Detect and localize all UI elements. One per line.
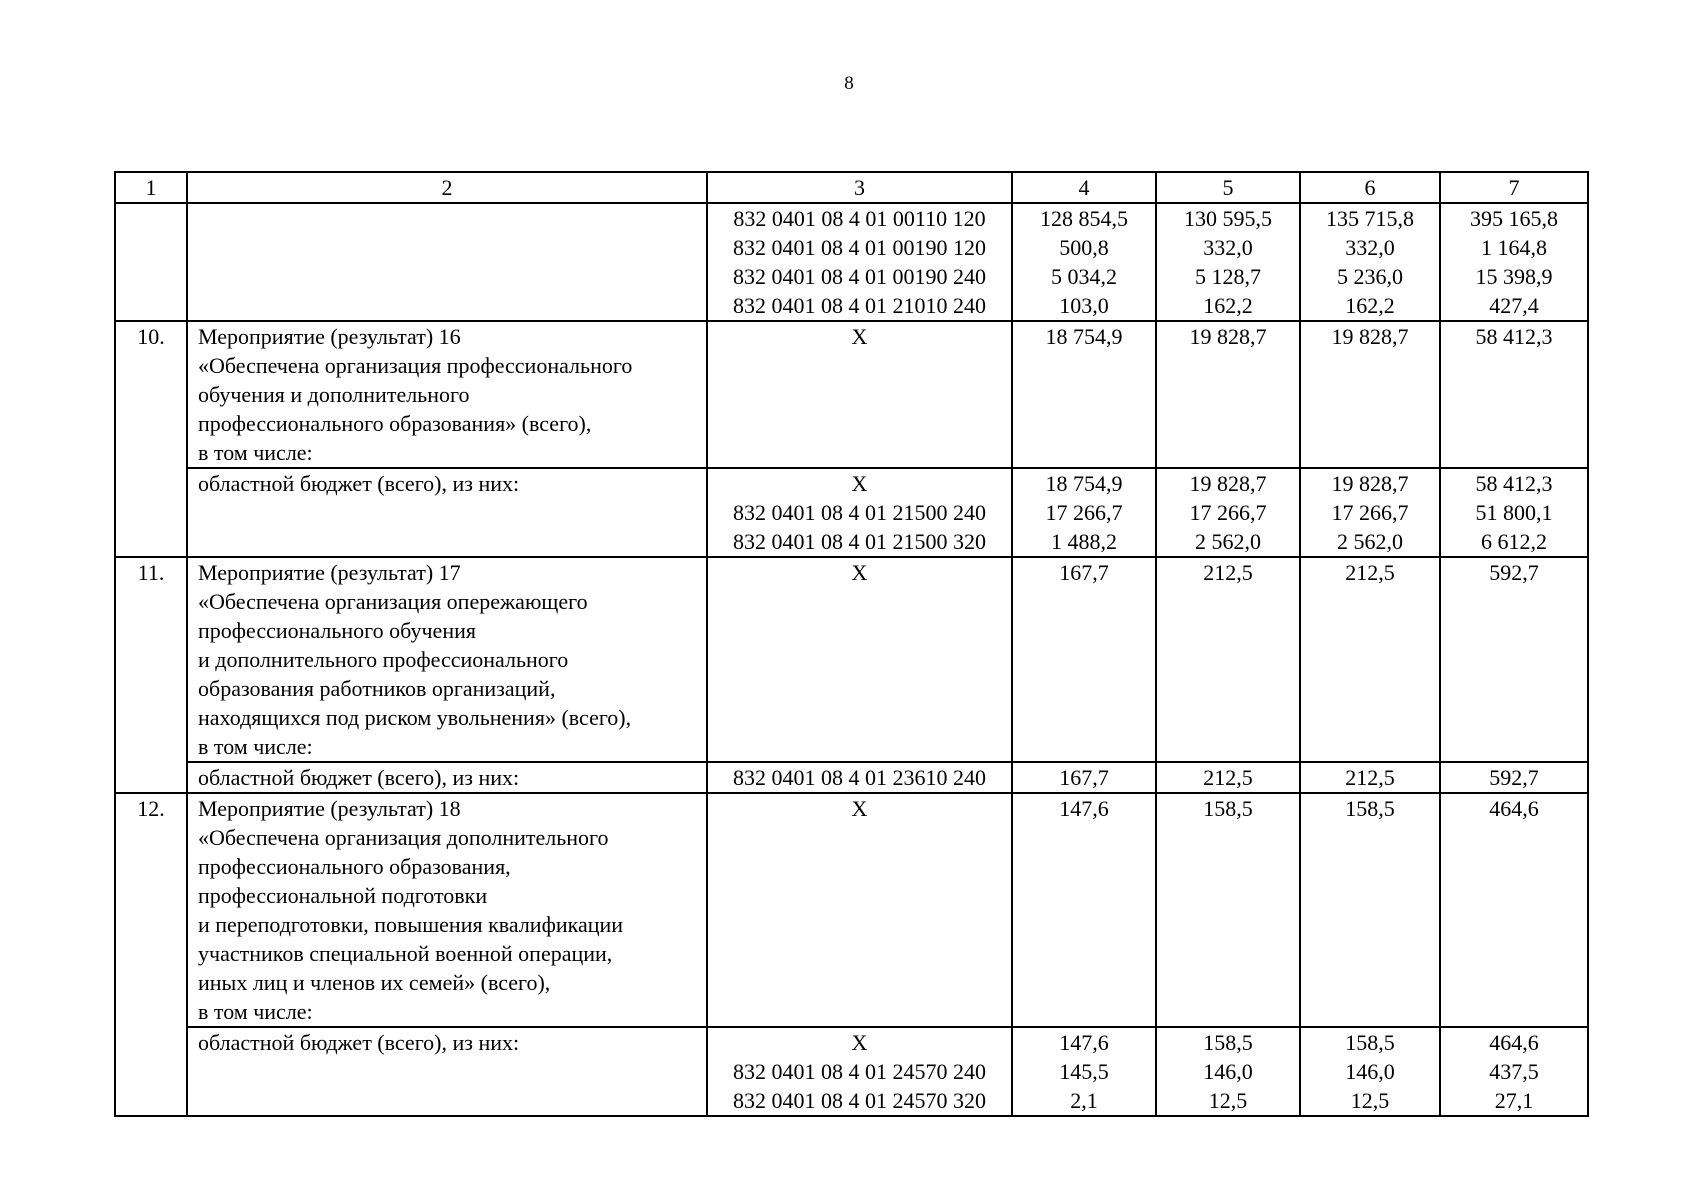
value-cell-col7 bbox=[1440, 1027, 1588, 1116]
budget-code: 832 0401 08 4 01 24570 320 bbox=[733, 1088, 986, 1113]
budget-code: Х bbox=[851, 471, 868, 496]
amount: 51 800,1 bbox=[1475, 500, 1553, 525]
description-line: иных лиц и членов их семей» (всего), bbox=[198, 970, 551, 995]
amount: 437,5 bbox=[1489, 1059, 1539, 1084]
table-row bbox=[115, 793, 1588, 1027]
description-line: «Обеспечена организация дополнительного bbox=[198, 825, 609, 850]
value-cell-col7 bbox=[1440, 203, 1588, 321]
amount: 128 854,5 bbox=[1040, 206, 1128, 231]
amount: 17 266,7 bbox=[1189, 500, 1267, 525]
description-line: «Обеспечена организация профессионального bbox=[198, 353, 633, 378]
row-number-cell: 12. bbox=[115, 793, 187, 1116]
amount: 135 715,8 bbox=[1326, 206, 1414, 231]
amount: 17 266,7 bbox=[1045, 500, 1123, 525]
description-line: обучения и дополнительного bbox=[198, 382, 470, 407]
amount: 147,6 bbox=[1059, 796, 1109, 821]
budget-code-cell bbox=[707, 203, 1012, 321]
budget-code: 832 0401 08 4 01 21500 240 bbox=[733, 500, 986, 525]
budget-code: Х bbox=[851, 1030, 868, 1055]
description-line: и переподготовки, повышения квалификации bbox=[198, 912, 624, 937]
amount: 19 828,7 bbox=[1331, 471, 1409, 496]
budget-code-cell bbox=[707, 793, 1012, 1027]
row-number-cell bbox=[115, 203, 187, 321]
description-cell bbox=[187, 762, 707, 793]
amount: 500,8 bbox=[1059, 235, 1109, 260]
table-header-row bbox=[115, 172, 1588, 203]
amount: 2,1 bbox=[1070, 1088, 1098, 1113]
value-cell-col5 bbox=[1156, 468, 1300, 557]
amount: 2 562,0 bbox=[1337, 529, 1403, 554]
value-cell-col4 bbox=[1012, 793, 1156, 1027]
value-cell-col4 bbox=[1012, 468, 1156, 557]
budget-code: Х bbox=[851, 796, 868, 821]
amount: 162,2 bbox=[1345, 293, 1395, 318]
description-line: областной бюджет (всего), из них: bbox=[198, 1030, 520, 1055]
description-line: профессионального обучения bbox=[198, 618, 476, 643]
amount: 158,5 bbox=[1203, 796, 1253, 821]
amount: 58 412,3 bbox=[1475, 471, 1553, 496]
amount: 58 412,3 bbox=[1475, 324, 1553, 349]
table-row bbox=[115, 321, 1588, 468]
table-row bbox=[115, 762, 1588, 793]
description-line: и дополнительного профессионального bbox=[198, 647, 569, 672]
amount: 5 034,2 bbox=[1051, 264, 1117, 289]
amount: 167,7 bbox=[1059, 560, 1109, 585]
table-row bbox=[115, 1027, 1588, 1116]
table-row bbox=[115, 557, 1588, 762]
value-cell-col4 bbox=[1012, 203, 1156, 321]
column-header: 3 bbox=[707, 172, 1012, 203]
value-cell-col7 bbox=[1440, 762, 1588, 793]
amount: 158,5 bbox=[1345, 1030, 1395, 1055]
amount: 212,5 bbox=[1345, 560, 1395, 585]
amount: 147,6 bbox=[1059, 1030, 1109, 1055]
description-line: Мероприятие (результат) 16 bbox=[198, 324, 461, 349]
value-cell-col4 bbox=[1012, 1027, 1156, 1116]
column-header: 6 bbox=[1300, 172, 1440, 203]
amount: 145,5 bbox=[1059, 1059, 1109, 1084]
value-cell-col6 bbox=[1300, 468, 1440, 557]
amount: 464,6 bbox=[1489, 1030, 1539, 1055]
value-cell-col7 bbox=[1440, 793, 1588, 1027]
amount: 464,6 bbox=[1489, 796, 1539, 821]
column-header: 2 bbox=[187, 172, 707, 203]
budget-code-cell bbox=[707, 321, 1012, 468]
amount: 158,5 bbox=[1345, 796, 1395, 821]
budget-code: 832 0401 08 4 01 00190 240 bbox=[733, 264, 986, 289]
value-cell-col5 bbox=[1156, 203, 1300, 321]
description-cell bbox=[187, 1027, 707, 1116]
description-line: Мероприятие (результат) 18 bbox=[198, 796, 461, 821]
column-header: 4 bbox=[1012, 172, 1156, 203]
budget-code: Х bbox=[851, 324, 868, 349]
amount: 18 754,9 bbox=[1045, 324, 1123, 349]
amount: 1 488,2 bbox=[1051, 529, 1117, 554]
budget-code: 832 0401 08 4 01 23610 240 bbox=[733, 765, 986, 790]
amount: 162,2 bbox=[1203, 293, 1253, 318]
amount: 592,7 bbox=[1489, 560, 1539, 585]
amount: 6 612,2 bbox=[1481, 529, 1547, 554]
column-header: 1 bbox=[115, 172, 187, 203]
description-line: профессионального образования, bbox=[198, 854, 511, 879]
amount: 1 164,8 bbox=[1481, 235, 1547, 260]
amount: 395 165,8 bbox=[1470, 206, 1558, 231]
value-cell-col7 bbox=[1440, 321, 1588, 468]
table-row bbox=[115, 468, 1588, 557]
value-cell-col6 bbox=[1300, 1027, 1440, 1116]
description-line: участников специальной военной операции, bbox=[198, 941, 613, 966]
amount: 19 828,7 bbox=[1189, 324, 1267, 349]
amount: 27,1 bbox=[1494, 1088, 1534, 1113]
amount: 19 828,7 bbox=[1189, 471, 1267, 496]
description-cell bbox=[187, 468, 707, 557]
budget-code-cell bbox=[707, 557, 1012, 762]
budget-code-cell bbox=[707, 468, 1012, 557]
value-cell-col4 bbox=[1012, 762, 1156, 793]
value-cell-col7 bbox=[1440, 557, 1588, 762]
row-number-cell: 10. bbox=[115, 321, 187, 557]
budget-table bbox=[114, 171, 1589, 1117]
amount: 103,0 bbox=[1059, 293, 1109, 318]
value-cell-col5 bbox=[1156, 557, 1300, 762]
amount: 15 398,9 bbox=[1475, 264, 1553, 289]
description-line: в том числе: bbox=[198, 440, 313, 465]
amount: 5 128,7 bbox=[1195, 264, 1261, 289]
value-cell-col5 bbox=[1156, 321, 1300, 468]
budget-code: 832 0401 08 4 01 21500 320 bbox=[733, 529, 986, 554]
description-cell bbox=[187, 557, 707, 762]
budget-code-cell bbox=[707, 1027, 1012, 1116]
value-cell-col4 bbox=[1012, 321, 1156, 468]
amount: 12,5 bbox=[1350, 1088, 1390, 1113]
amount: 12,5 bbox=[1208, 1088, 1248, 1113]
amount: 212,5 bbox=[1345, 765, 1395, 790]
value-cell-col5 bbox=[1156, 762, 1300, 793]
value-cell-col6 bbox=[1300, 557, 1440, 762]
value-cell-col7 bbox=[1440, 468, 1588, 557]
amount: 212,5 bbox=[1203, 560, 1253, 585]
description-line: профессионального образования» (всего), bbox=[198, 411, 592, 436]
amount: 17 266,7 bbox=[1331, 500, 1409, 525]
budget-code-cell bbox=[707, 762, 1012, 793]
amount: 146,0 bbox=[1203, 1059, 1253, 1084]
amount: 19 828,7 bbox=[1331, 324, 1409, 349]
description-cell bbox=[187, 321, 707, 468]
value-cell-col6 bbox=[1300, 793, 1440, 1027]
description-line: областной бюджет (всего), из них: bbox=[198, 471, 520, 496]
value-cell-col5 bbox=[1156, 793, 1300, 1027]
value-cell-col6 bbox=[1300, 203, 1440, 321]
value-cell-col4 bbox=[1012, 557, 1156, 762]
amount: 332,0 bbox=[1203, 235, 1253, 260]
description-line: «Обеспечена организация опережающего bbox=[198, 589, 588, 614]
description-line: областной бюджет (всего), из них: bbox=[198, 765, 520, 790]
description-line: профессиональной подготовки bbox=[198, 883, 488, 908]
amount: 332,0 bbox=[1345, 235, 1395, 260]
description-cell bbox=[187, 203, 707, 321]
column-header: 5 bbox=[1156, 172, 1300, 203]
column-header: 7 bbox=[1440, 172, 1588, 203]
amount: 146,0 bbox=[1345, 1059, 1395, 1084]
amount: 5 236,0 bbox=[1337, 264, 1403, 289]
description-line: находящихся под риском увольнения» (всего), bbox=[198, 705, 632, 730]
description-line: Мероприятие (результат) 17 bbox=[198, 560, 461, 585]
row-number-cell: 11. bbox=[115, 557, 187, 793]
amount: 18 754,9 bbox=[1045, 471, 1123, 496]
amount: 2 562,0 bbox=[1195, 529, 1261, 554]
description-cell bbox=[187, 793, 707, 1027]
budget-code: 832 0401 08 4 01 00110 120 bbox=[733, 206, 986, 231]
value-cell-col6 bbox=[1300, 762, 1440, 793]
budget-code: 832 0401 08 4 01 21010 240 bbox=[733, 293, 986, 318]
value-cell-col5 bbox=[1156, 1027, 1300, 1116]
description-line: в том числе: bbox=[198, 999, 313, 1024]
page-number: 8 bbox=[844, 73, 854, 94]
amount: 212,5 bbox=[1203, 765, 1253, 790]
value-cell-col6 bbox=[1300, 321, 1440, 468]
table-row bbox=[115, 203, 1588, 321]
budget-code: 832 0401 08 4 01 24570 240 bbox=[733, 1059, 986, 1084]
budget-code: Х bbox=[851, 560, 868, 585]
amount: 167,7 bbox=[1059, 765, 1109, 790]
amount: 158,5 bbox=[1203, 1030, 1253, 1055]
description-line: в том числе: bbox=[198, 734, 313, 759]
amount: 130 595,5 bbox=[1184, 206, 1272, 231]
amount: 592,7 bbox=[1489, 765, 1539, 790]
amount: 427,4 bbox=[1489, 293, 1539, 318]
description-line: образования работников организаций, bbox=[198, 676, 556, 701]
budget-code: 832 0401 08 4 01 00190 120 bbox=[733, 235, 986, 260]
